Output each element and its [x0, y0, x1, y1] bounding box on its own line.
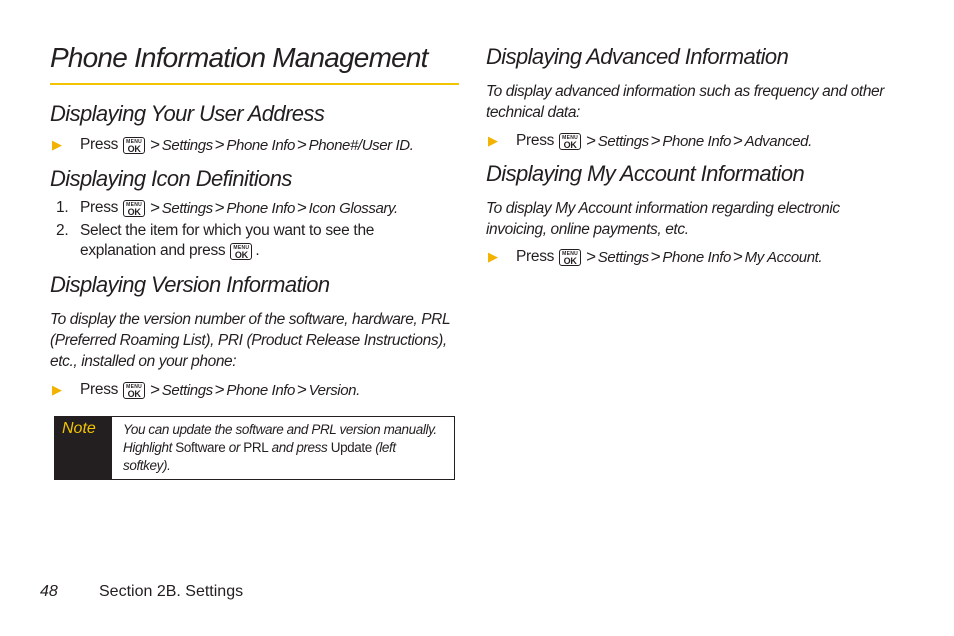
bullet-arrow-icon: ▶ — [488, 249, 498, 264]
page-title: Phone Information Management — [50, 42, 428, 73]
path-settings: Settings — [597, 132, 649, 150]
path-target: My Account. — [744, 248, 823, 266]
menu-ok-key-icon: MENU OK — [123, 137, 145, 154]
menu-ok-key-icon: MENU OK — [230, 243, 252, 260]
separator: > — [150, 380, 160, 399]
step-text: Select the item for which you want to see the — [80, 222, 375, 239]
separator: > — [650, 131, 661, 150]
separator: > — [650, 247, 661, 266]
step-end: . — [255, 242, 260, 259]
path-target: Version. — [308, 381, 360, 399]
path-settings: Settings — [161, 199, 213, 217]
section-label: Section 2B. Settings — [99, 583, 244, 600]
separator: > — [732, 247, 743, 266]
separator: > — [586, 131, 596, 150]
path-phone-info: Phone Info — [662, 132, 731, 150]
path-phone-info: Phone Info — [226, 136, 295, 154]
separator: > — [296, 380, 307, 399]
press-label: Press — [80, 136, 119, 153]
press-label: Press — [80, 381, 119, 398]
separator: > — [214, 135, 225, 154]
note-box — [54, 416, 455, 480]
separator: > — [296, 135, 307, 154]
bullet-arrow-icon: ▶ — [52, 137, 62, 152]
step-icon-definitions-1 — [56, 198, 398, 218]
path-target: Advanced. — [744, 132, 812, 150]
heading-user-address: Displaying Your User Address — [50, 101, 325, 126]
menu-ok-key-icon: MENU OK — [559, 249, 581, 266]
press-label: Press — [516, 248, 555, 265]
press-label: Press — [516, 132, 555, 149]
heading-icon-definitions: Displaying Icon Definitions — [50, 166, 292, 191]
my-account-intro: To display My Account information regarding electronic invoicing, online payments, etc. — [486, 200, 840, 238]
step-my-account — [488, 247, 822, 267]
step-number: 2. — [56, 222, 69, 239]
path-phone-info: Phone Info — [662, 248, 731, 266]
separator: > — [296, 198, 307, 217]
note-update: Update — [330, 440, 372, 455]
advanced-intro: To display advanced information such as frequency and other technical data: — [486, 83, 885, 121]
bullet-arrow-icon: ▶ — [488, 133, 498, 148]
separator: > — [150, 198, 160, 217]
menu-ok-key-icon: MENU OK — [559, 133, 581, 150]
heading-my-account: Displaying My Account Information — [486, 161, 805, 186]
menu-ok-key-icon: MENU OK — [123, 200, 145, 217]
note-text: You can update the software and PRL version manually. Highlight Software or PRL and press Update (left softkey). — [123, 422, 437, 473]
path-phone-info: Phone Info — [226, 381, 295, 399]
page-number: 48 — [40, 583, 58, 600]
separator: > — [732, 131, 743, 150]
step-icon-definitions-2-cont — [80, 242, 259, 260]
version-intro: To display the version number of the software, hardware, PRL (Preferred Roaming List), PRI (Product Release Instructions), etc., installed on your phone: — [50, 311, 450, 370]
step-text: explanation and press — [80, 242, 226, 259]
press-label: Press — [80, 199, 119, 216]
path-settings: Settings — [597, 248, 649, 266]
heading-version: Displaying Version Information — [50, 272, 330, 297]
path-settings: Settings — [161, 136, 213, 154]
step-advanced — [488, 131, 812, 151]
bullet-arrow-icon: ▶ — [52, 382, 62, 397]
note-prl: PRL — [243, 440, 269, 455]
step-number: 1. — [56, 199, 69, 216]
path-settings: Settings — [161, 381, 213, 399]
path-target: Phone#/User ID. — [308, 136, 414, 154]
note-software: Software — [175, 440, 226, 455]
step-version — [52, 380, 360, 400]
path-phone-info: Phone Info — [226, 199, 295, 217]
separator: > — [586, 247, 596, 266]
title-divider — [50, 83, 459, 85]
separator: > — [150, 135, 160, 154]
heading-advanced: Displaying Advanced Information — [486, 44, 789, 69]
note-label: Note — [55, 417, 112, 479]
step-user-address — [52, 135, 414, 155]
step-icon-definitions-2 — [56, 222, 374, 240]
menu-ok-key-icon: MENU OK — [123, 382, 145, 399]
separator: > — [214, 198, 225, 217]
path-target: Icon Glossary. — [308, 199, 398, 217]
separator: > — [214, 380, 225, 399]
